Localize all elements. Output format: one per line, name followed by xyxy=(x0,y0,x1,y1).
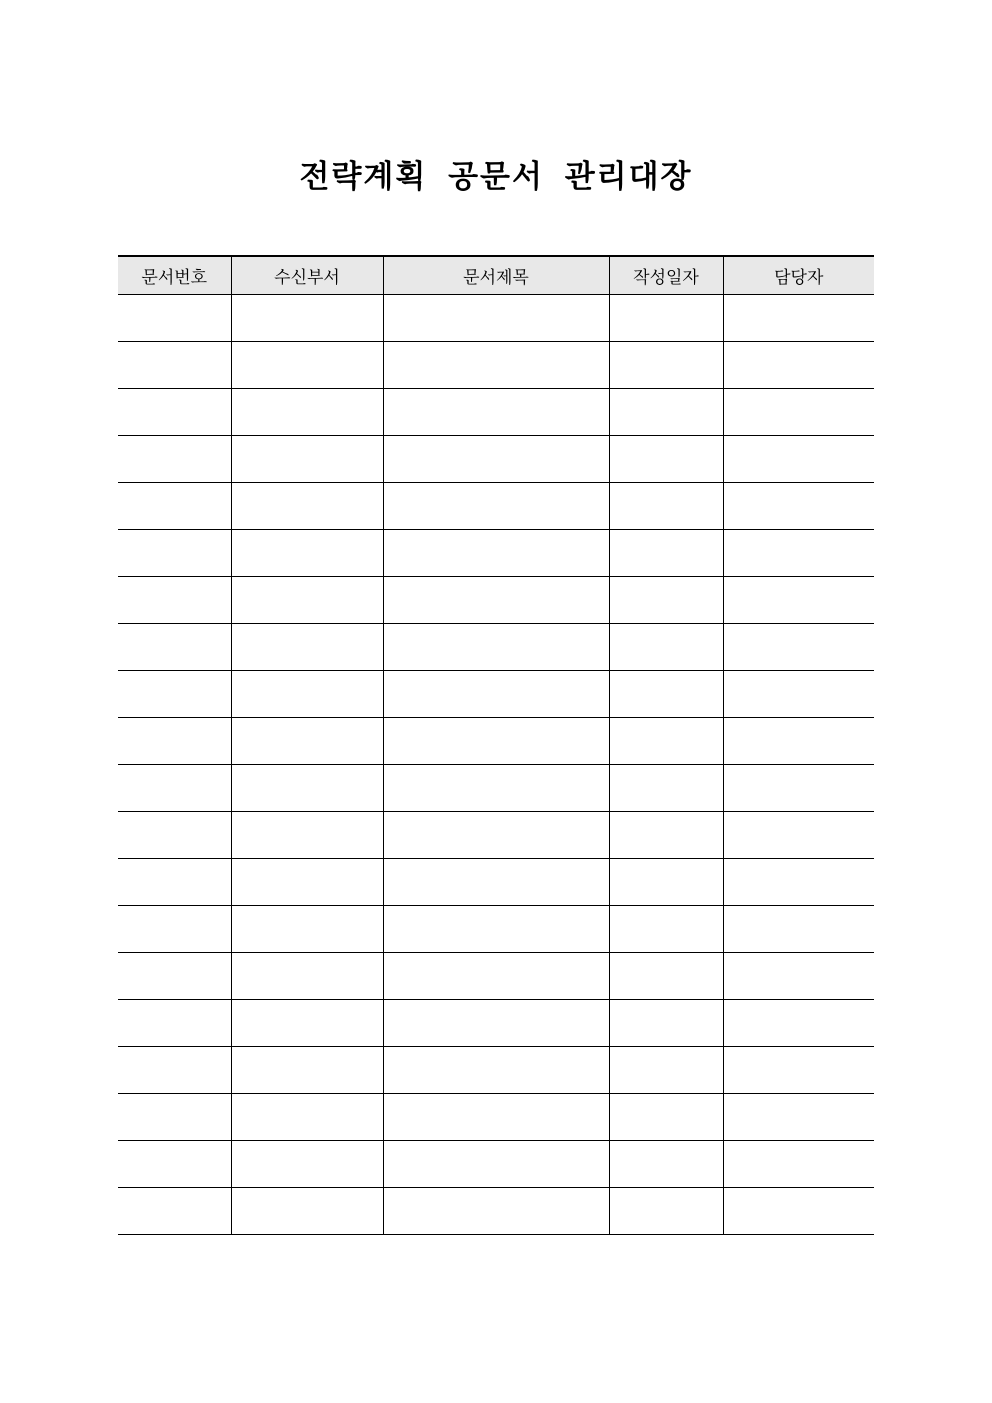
date-written-cell[interactable] xyxy=(609,577,723,624)
document-title-cell[interactable] xyxy=(383,436,609,483)
person-in-charge-cell[interactable] xyxy=(723,530,874,577)
date-written-cell[interactable] xyxy=(609,953,723,1000)
person-in-charge-cell[interactable] xyxy=(723,1094,874,1141)
table-row xyxy=(118,859,874,906)
date-written-cell[interactable] xyxy=(609,765,723,812)
table-row xyxy=(118,718,874,765)
receiving-department-cell[interactable] xyxy=(231,295,383,342)
table-row xyxy=(118,812,874,859)
date-written-cell[interactable] xyxy=(609,1047,723,1094)
person-in-charge-cell[interactable] xyxy=(723,1188,874,1235)
document-title-cell[interactable] xyxy=(383,342,609,389)
person-in-charge-cell[interactable] xyxy=(723,342,874,389)
receiving-department-cell[interactable] xyxy=(231,1047,383,1094)
document-number-cell[interactable] xyxy=(118,953,231,1000)
date-written-cell[interactable] xyxy=(609,530,723,577)
document-title-cell[interactable] xyxy=(383,1000,609,1047)
receiving-department-cell[interactable] xyxy=(231,530,383,577)
column-header-receiving-department: 수신부서 xyxy=(231,256,383,295)
date-written-cell[interactable] xyxy=(609,906,723,953)
column-header-document-number: 문서번호 xyxy=(118,256,231,295)
person-in-charge-cell[interactable] xyxy=(723,1000,874,1047)
person-in-charge-cell[interactable] xyxy=(723,812,874,859)
table-row xyxy=(118,1000,874,1047)
person-in-charge-cell[interactable] xyxy=(723,436,874,483)
document-number-cell[interactable] xyxy=(118,906,231,953)
document-title-cell[interactable] xyxy=(383,718,609,765)
document-number-cell[interactable] xyxy=(118,812,231,859)
table-body xyxy=(118,295,874,1235)
person-in-charge-cell[interactable] xyxy=(723,718,874,765)
document-title: 전략계획 공문서 관리대장 xyxy=(299,158,693,195)
document-number-cell[interactable] xyxy=(118,295,231,342)
column-header-date-written: 작성일자 xyxy=(609,256,723,295)
receiving-department-cell[interactable] xyxy=(231,1000,383,1047)
document-register-table xyxy=(118,255,874,1235)
document-number-cell[interactable] xyxy=(118,765,231,812)
document-number-cell[interactable] xyxy=(118,530,231,577)
document-number-cell[interactable] xyxy=(118,1141,231,1188)
document-number-cell[interactable] xyxy=(118,718,231,765)
person-in-charge-cell[interactable] xyxy=(723,1047,874,1094)
document-title-cell[interactable] xyxy=(383,859,609,906)
table-row xyxy=(118,1188,874,1235)
table-row xyxy=(118,342,874,389)
person-in-charge-cell[interactable] xyxy=(723,389,874,436)
document-number-cell[interactable] xyxy=(118,671,231,718)
person-in-charge-cell[interactable] xyxy=(723,859,874,906)
document-number-cell[interactable] xyxy=(118,1000,231,1047)
document-title-cell[interactable] xyxy=(383,295,609,342)
person-in-charge-cell[interactable] xyxy=(723,624,874,671)
receiving-department-cell[interactable] xyxy=(231,436,383,483)
document-number-cell[interactable] xyxy=(118,1047,231,1094)
receiving-department-cell[interactable] xyxy=(231,953,383,1000)
person-in-charge-cell[interactable] xyxy=(723,765,874,812)
document-number-cell[interactable] xyxy=(118,1188,231,1235)
date-written-cell[interactable] xyxy=(609,1141,723,1188)
document-title-cell[interactable] xyxy=(383,530,609,577)
date-written-cell[interactable] xyxy=(609,389,723,436)
date-written-cell[interactable] xyxy=(609,436,723,483)
document-number-cell[interactable] xyxy=(118,859,231,906)
column-header-document-title: 문서제목 xyxy=(383,256,609,295)
document-title-cell[interactable] xyxy=(383,1188,609,1235)
person-in-charge-cell[interactable] xyxy=(723,906,874,953)
date-written-cell[interactable] xyxy=(609,624,723,671)
receiving-department-cell[interactable] xyxy=(231,1141,383,1188)
document-title-cell[interactable] xyxy=(383,953,609,1000)
date-written-cell[interactable] xyxy=(609,812,723,859)
table-row xyxy=(118,906,874,953)
table-row xyxy=(118,295,874,342)
document-number-cell[interactable] xyxy=(118,1094,231,1141)
date-written-cell[interactable] xyxy=(609,295,723,342)
date-written-cell[interactable] xyxy=(609,1188,723,1235)
document-number-cell[interactable] xyxy=(118,577,231,624)
person-in-charge-cell[interactable] xyxy=(723,671,874,718)
receiving-department-cell[interactable] xyxy=(231,812,383,859)
table-row xyxy=(118,671,874,718)
person-in-charge-cell[interactable] xyxy=(723,953,874,1000)
table-row xyxy=(118,953,874,1000)
document-title-cell[interactable] xyxy=(383,906,609,953)
date-written-cell[interactable] xyxy=(609,718,723,765)
document-number-cell[interactable] xyxy=(118,436,231,483)
document-title-cell[interactable] xyxy=(383,671,609,718)
date-written-cell[interactable] xyxy=(609,1094,723,1141)
receiving-department-cell[interactable] xyxy=(231,859,383,906)
person-in-charge-cell[interactable] xyxy=(723,483,874,530)
receiving-department-cell[interactable] xyxy=(231,671,383,718)
document-number-cell[interactable] xyxy=(118,483,231,530)
document-number-cell[interactable] xyxy=(118,342,231,389)
table-row xyxy=(118,624,874,671)
person-in-charge-cell[interactable] xyxy=(723,577,874,624)
person-in-charge-cell[interactable] xyxy=(723,295,874,342)
receiving-department-cell[interactable] xyxy=(231,577,383,624)
document-title-cell[interactable] xyxy=(383,1094,609,1141)
document-title-cell[interactable] xyxy=(383,577,609,624)
table-row xyxy=(118,1047,874,1094)
receiving-department-cell[interactable] xyxy=(231,389,383,436)
document-title-cell[interactable] xyxy=(383,812,609,859)
receiving-department-cell[interactable] xyxy=(231,765,383,812)
document-title-cell[interactable] xyxy=(383,483,609,530)
receiving-department-cell[interactable] xyxy=(231,906,383,953)
date-written-cell[interactable] xyxy=(609,342,723,389)
document-number-cell[interactable] xyxy=(118,389,231,436)
receiving-department-cell[interactable] xyxy=(231,483,383,530)
table-row xyxy=(118,1141,874,1188)
column-header-person-in-charge: 담당자 xyxy=(723,256,874,295)
document-title-cell[interactable] xyxy=(383,389,609,436)
table-row xyxy=(118,765,874,812)
table-row xyxy=(118,577,874,624)
receiving-department-cell[interactable] xyxy=(231,1094,383,1141)
document-title-cell[interactable] xyxy=(383,1141,609,1188)
date-written-cell[interactable] xyxy=(609,859,723,906)
table-row xyxy=(118,1094,874,1141)
table-header-row xyxy=(118,256,874,295)
table-row xyxy=(118,389,874,436)
receiving-department-cell[interactable] xyxy=(231,624,383,671)
person-in-charge-cell[interactable] xyxy=(723,1141,874,1188)
date-written-cell[interactable] xyxy=(609,1000,723,1047)
document-title-cell[interactable] xyxy=(383,1047,609,1094)
document-title-cell[interactable] xyxy=(383,765,609,812)
document-title-cell[interactable] xyxy=(383,624,609,671)
receiving-department-cell[interactable] xyxy=(231,1188,383,1235)
receiving-department-cell[interactable] xyxy=(231,342,383,389)
document-number-cell[interactable] xyxy=(118,624,231,671)
table-row xyxy=(118,436,874,483)
date-written-cell[interactable] xyxy=(609,483,723,530)
table-row xyxy=(118,530,874,577)
receiving-department-cell[interactable] xyxy=(231,718,383,765)
date-written-cell[interactable] xyxy=(609,671,723,718)
table-row xyxy=(118,483,874,530)
